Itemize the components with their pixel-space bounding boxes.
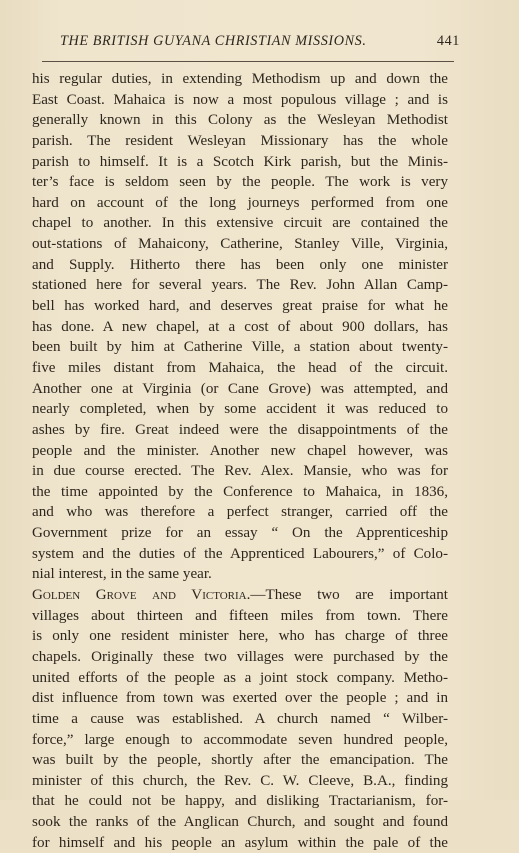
text-line: nial interest, in the same year. bbox=[32, 566, 212, 583]
text-line: dist influence from town was exerted over the people ; and in bbox=[32, 690, 448, 707]
running-head bbox=[60, 33, 460, 53]
text-line: has done. A new chapel, at a cost of about 900 dollars, has bbox=[32, 318, 448, 335]
text-line: time a cause was established. A church named “ Wilber- bbox=[32, 710, 448, 727]
section-first-line-rest: —These two are important bbox=[250, 587, 448, 604]
text-line: ter’s face is seldom seen by the people. The work is very bbox=[32, 174, 448, 191]
text-line: his regular duties, in extending Methodism up and down the bbox=[32, 71, 448, 87]
text-line: out-stations of Mahaicony, Catherine, Stanley Ville, Virginia, bbox=[32, 236, 448, 253]
text-line: hard on account of the long journeys performed from one bbox=[32, 194, 448, 211]
text-line: been built by him at Catherine Ville, a station about twenty- bbox=[32, 339, 448, 356]
text-line: Government prize for an essay “ On the Apprenticeship bbox=[32, 525, 448, 542]
body-text bbox=[32, 69, 448, 853]
text-line: bell has worked hard, and deserves great praise for what he bbox=[32, 298, 448, 315]
text-line: parish. The resident Wesleyan Missionary has the whole bbox=[32, 132, 448, 149]
text-line: minister of this church, the Rev. C. W. Cleeve, B.A., finding bbox=[32, 772, 448, 789]
text-line: the time appointed by the Conference to Mahaica, in 1836, bbox=[32, 483, 448, 500]
text-line: force,” large enough to accommodate seven hundred people, bbox=[32, 731, 448, 748]
section-heading: Golden Grove and Victoria. bbox=[32, 587, 251, 604]
text-line: was built by the people, shortly after the emancipation. The bbox=[32, 752, 448, 769]
text-line: parish to himself. It is a Scotch Kirk parish, but the Minis- bbox=[32, 153, 448, 170]
text-line: people and the minister. Another new chapel however, was bbox=[32, 442, 448, 459]
text-line: for himself and his people an asylum within the pale of the bbox=[32, 834, 448, 851]
running-title: THE BRITISH GUYANA CHRISTIAN MISSIONS. bbox=[60, 33, 367, 49]
text-line: is only one resident minister here, who has charge of three bbox=[32, 628, 448, 645]
text-line: stationed here for several years. The Rev. John Allan Camp- bbox=[32, 277, 448, 294]
text-line: ashes by fire. Great indeed were the disappointments of the bbox=[32, 421, 448, 438]
text-line: Another one at Virginia (or Cane Grove) was attempted, and bbox=[32, 380, 448, 397]
text-line: nearly completed, when by some accident it was reduced to bbox=[32, 401, 448, 418]
page-number: 441 bbox=[436, 33, 460, 49]
text-line: villages about thirteen and fifteen miles from town. There bbox=[32, 607, 448, 624]
text-line: five miles distant from Mahaica, the head of the circuit. bbox=[32, 359, 448, 376]
header-rule bbox=[42, 61, 454, 62]
text-line: sook the ranks of the Anglican Church, and sought and found bbox=[32, 814, 448, 831]
text-line: and who was therefore a perfect stranger, carried off the bbox=[32, 504, 448, 521]
text-line: generally known in this Colony as the Wesleyan Methodist bbox=[32, 112, 448, 129]
text-line: chapel to another. In this extensive circuit are contained the bbox=[32, 215, 448, 232]
text-line: united efforts of the people as a joint stock company. Metho- bbox=[32, 669, 448, 686]
text-line: chapels. Originally these two villages were purchased by the bbox=[32, 648, 448, 665]
text-line: system and the duties of the Apprenticed Labourers,” of Colo- bbox=[32, 545, 448, 562]
text-line: East Coast. Mahaica is now a most populous village ; and is bbox=[32, 91, 448, 108]
text-line: that he could not be happy, and disliking Tractarianism, for- bbox=[32, 793, 448, 810]
text-line: in due course erected. The Rev. Alex. Mansie, who was for bbox=[32, 463, 448, 480]
text-line: and Supply. Hitherto there has been only one minister bbox=[32, 256, 448, 273]
section-first-line bbox=[32, 585, 448, 606]
